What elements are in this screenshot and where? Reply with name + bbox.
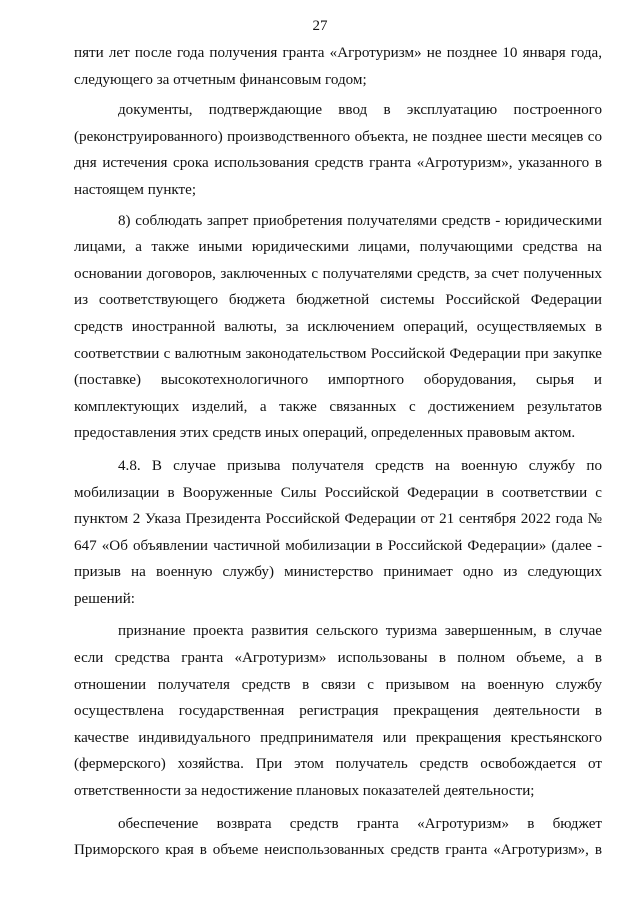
paragraph-decision-completion: признание проекта развития сельского туризма завершенным, в случае если средства гранта «Агротуризм» использованы в полном объеме, а в отношении получателя средств в связи с призывом на военную службу осуществлена государственная регистрация прекращения деятельности в качестве индивидуального предпринимателя или прекращения крестьянского (фермерского) хозяйства. При этом получатель средств освобождается от ответственности за недостижение плановых показателей деятельности; [74,623,602,800]
paragraph-section-4-8: 4.8. В случае призыва получателя средств на военную службу по мобилизации в Вооруженные Силы Российской Федерации в соответствии с пунктом 2 Указа Президента Российской Федерации от 21 сентября 2022 года № 647 «Об объявлении частичной мобилизации в Российской Федерации» (далее - призыв на военную службу) министерство принимает одно из следующих решений: [74,457,602,607]
paragraph-decision-refund: обеспечение возврата средств гранта «Агротуризм» в бюджет Приморского края в объеме неиспользованных средств гранта «Агротуризм», в [74,815,602,859]
document-body [74,40,602,864]
paragraph-continuation: пяти лет после года получения гранта «Агротуризм» не позднее 10 января года, следующего за отчетным финансовым годом; [74,45,602,88]
paragraph-item-8: 8) соблюдать запрет приобретения получателями средств - юридическими лицами, а также иными юридическими лицами, получающими средства на основании договоров, заключенных с получателями средств, за счет полученных из соответствующего бюджета бюджетной системы Российской Федерации средств иностранной валюты, за исключением операций, осуществляемых в соответствии с валютным законодательством Российской Федерации при закупке (поставке) высокотехнологичного импортного оборудования, сырья и комплектующих изделий, а также связанных с достижением результатов предоставления этих средств иных операций, определенных правовым актом. [74,212,602,442]
paragraph-documents: документы, подтверждающие ввод в эксплуатацию построенного (реконструированного) производственного объекта, не позднее шести месяцев со дня истечения срока использования средств гранта «Агротуризм», указанного в настоящем пункте; [74,102,602,198]
page-number: 27 [312,18,328,34]
